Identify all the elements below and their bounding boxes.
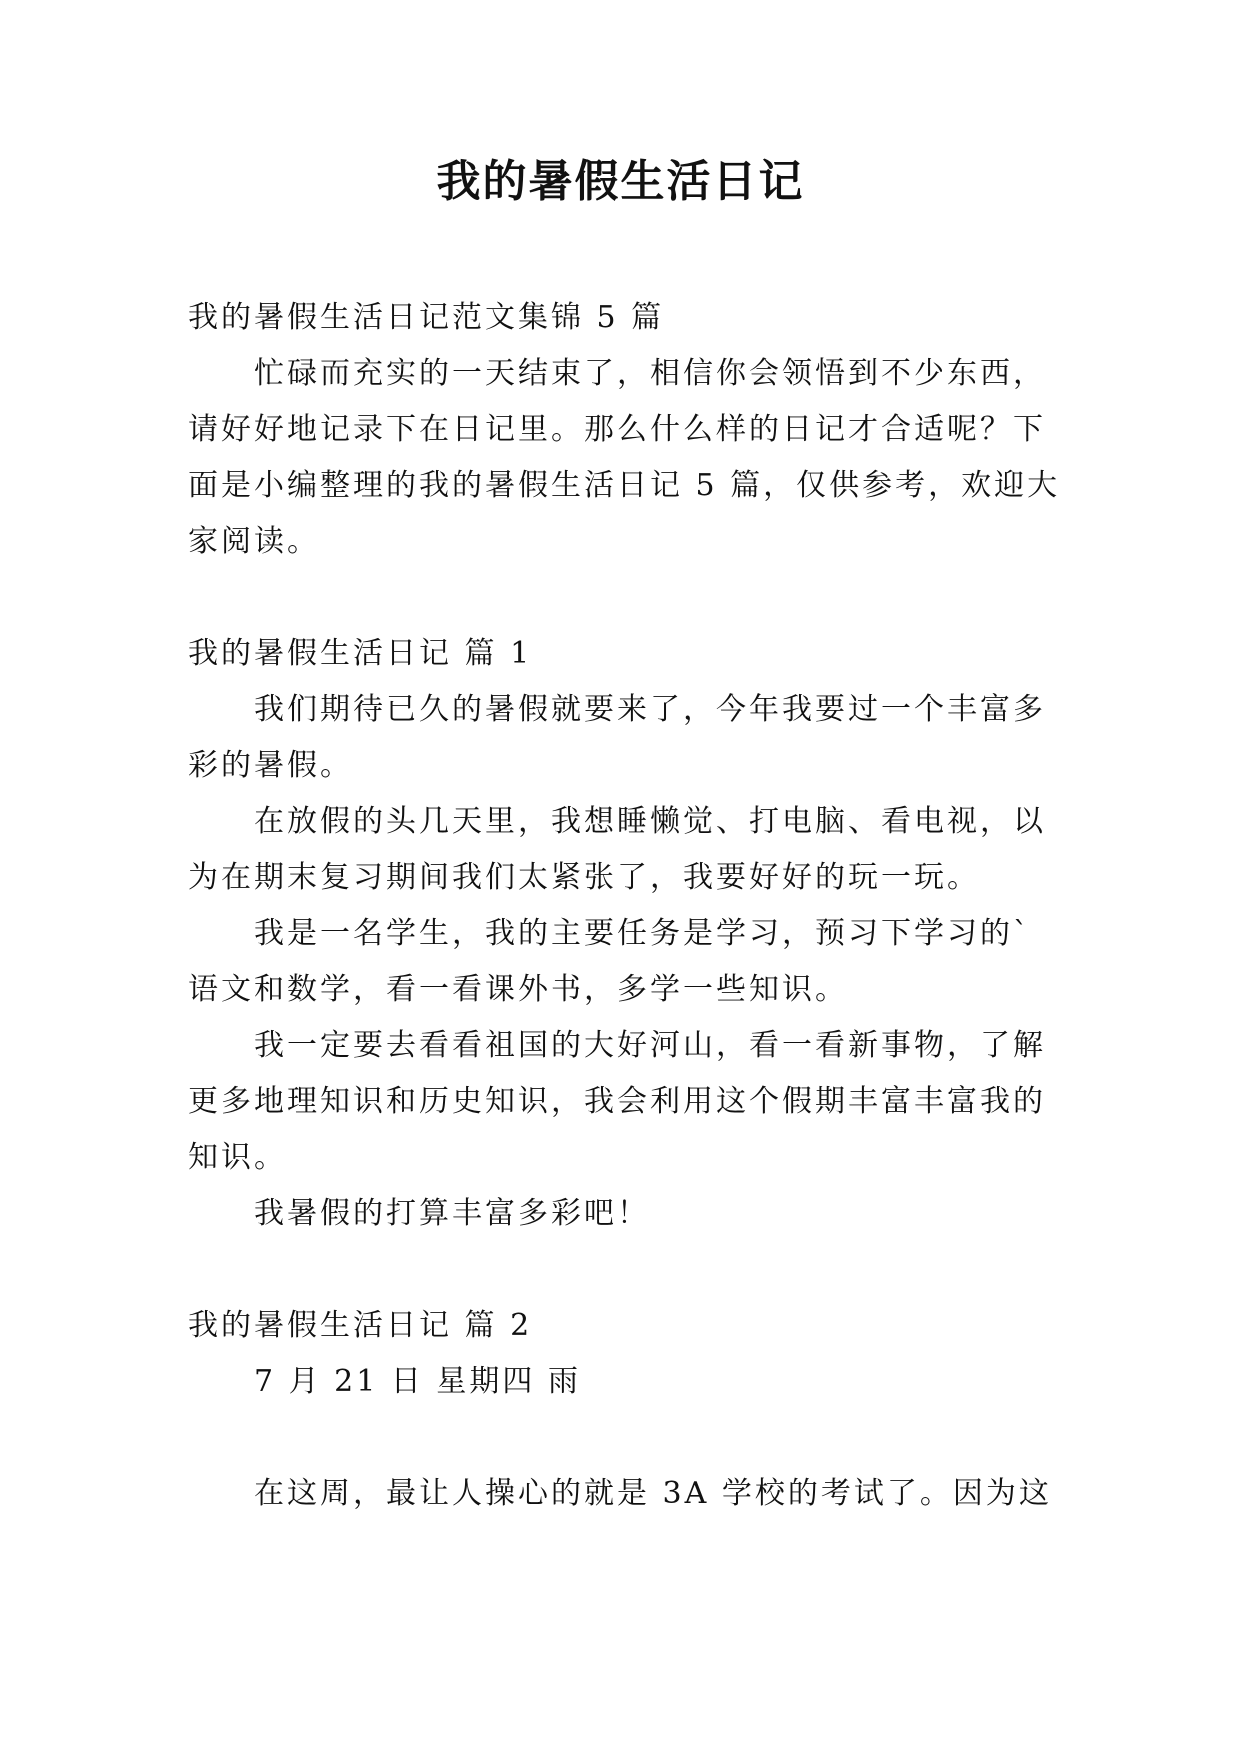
- entry2-heading: 我的暑假生活日记 篇 2: [188, 1308, 533, 1343]
- intro-heading: 我的暑假生活日记范文集锦 5 篇: [188, 300, 665, 335]
- text-line: 我一定要去看看祖国的大好河山，看一看新事物，了解: [254, 1028, 1046, 1063]
- text-line: 彩的暑假。: [188, 748, 353, 783]
- text-line: 家阅读。: [188, 524, 320, 559]
- entry1-paragraph-1: [188, 682, 1058, 794]
- text-line: 我们期待已久的暑假就要来了，今年我要过一个丰富多: [254, 692, 1046, 727]
- entry1-paragraph-3: [188, 906, 1058, 1018]
- page-title: 我的暑假生活日记: [436, 156, 805, 207]
- entry1-paragraph-2: [188, 794, 1058, 906]
- document-body: [188, 290, 1061, 1522]
- entry1-paragraph-4: [188, 1018, 1058, 1186]
- entry2-paragraph-1: [188, 1466, 1058, 1522]
- text-line: 知识。: [188, 1140, 287, 1175]
- text-line: 面是小编整理的我的暑假生活日记 5 篇，仅供参考，欢迎大: [188, 468, 1061, 503]
- text-line: 我是一名学生，我的主要任务是学习，预习下学习的`: [254, 916, 1031, 951]
- text-line: 我暑假的打算丰富多彩吧！: [254, 1196, 650, 1231]
- text-line: 在放假的头几天里，我想睡懒觉、打电脑、看电视，以: [254, 804, 1046, 839]
- text-line: 在这周，最让人操心的就是 3A 学校的考试了。因为这: [254, 1476, 1052, 1511]
- text-line: 语文和数学，看一看课外书，多学一些知识。: [188, 972, 848, 1007]
- text-line: 为在期末复习期间我们太紧张了，我要好好的玩一玩。: [188, 860, 980, 895]
- entry1-heading: 我的暑假生活日记 篇 1: [188, 636, 533, 671]
- intro-paragraph: [188, 346, 1061, 570]
- text-line: 请好好地记录下在日记里。那么什么样的日记才合适呢？下: [188, 412, 1046, 447]
- text-line: 更多地理知识和历史知识，我会利用这个假期丰富丰富我的: [188, 1084, 1046, 1119]
- entry1-paragraph-5: [188, 1186, 1058, 1242]
- entry2-date: 7 月 21 日 星期四 雨: [254, 1364, 581, 1399]
- text-line: 忙碌而充实的一天结束了，相信你会领悟到不少东西，: [254, 356, 1046, 391]
